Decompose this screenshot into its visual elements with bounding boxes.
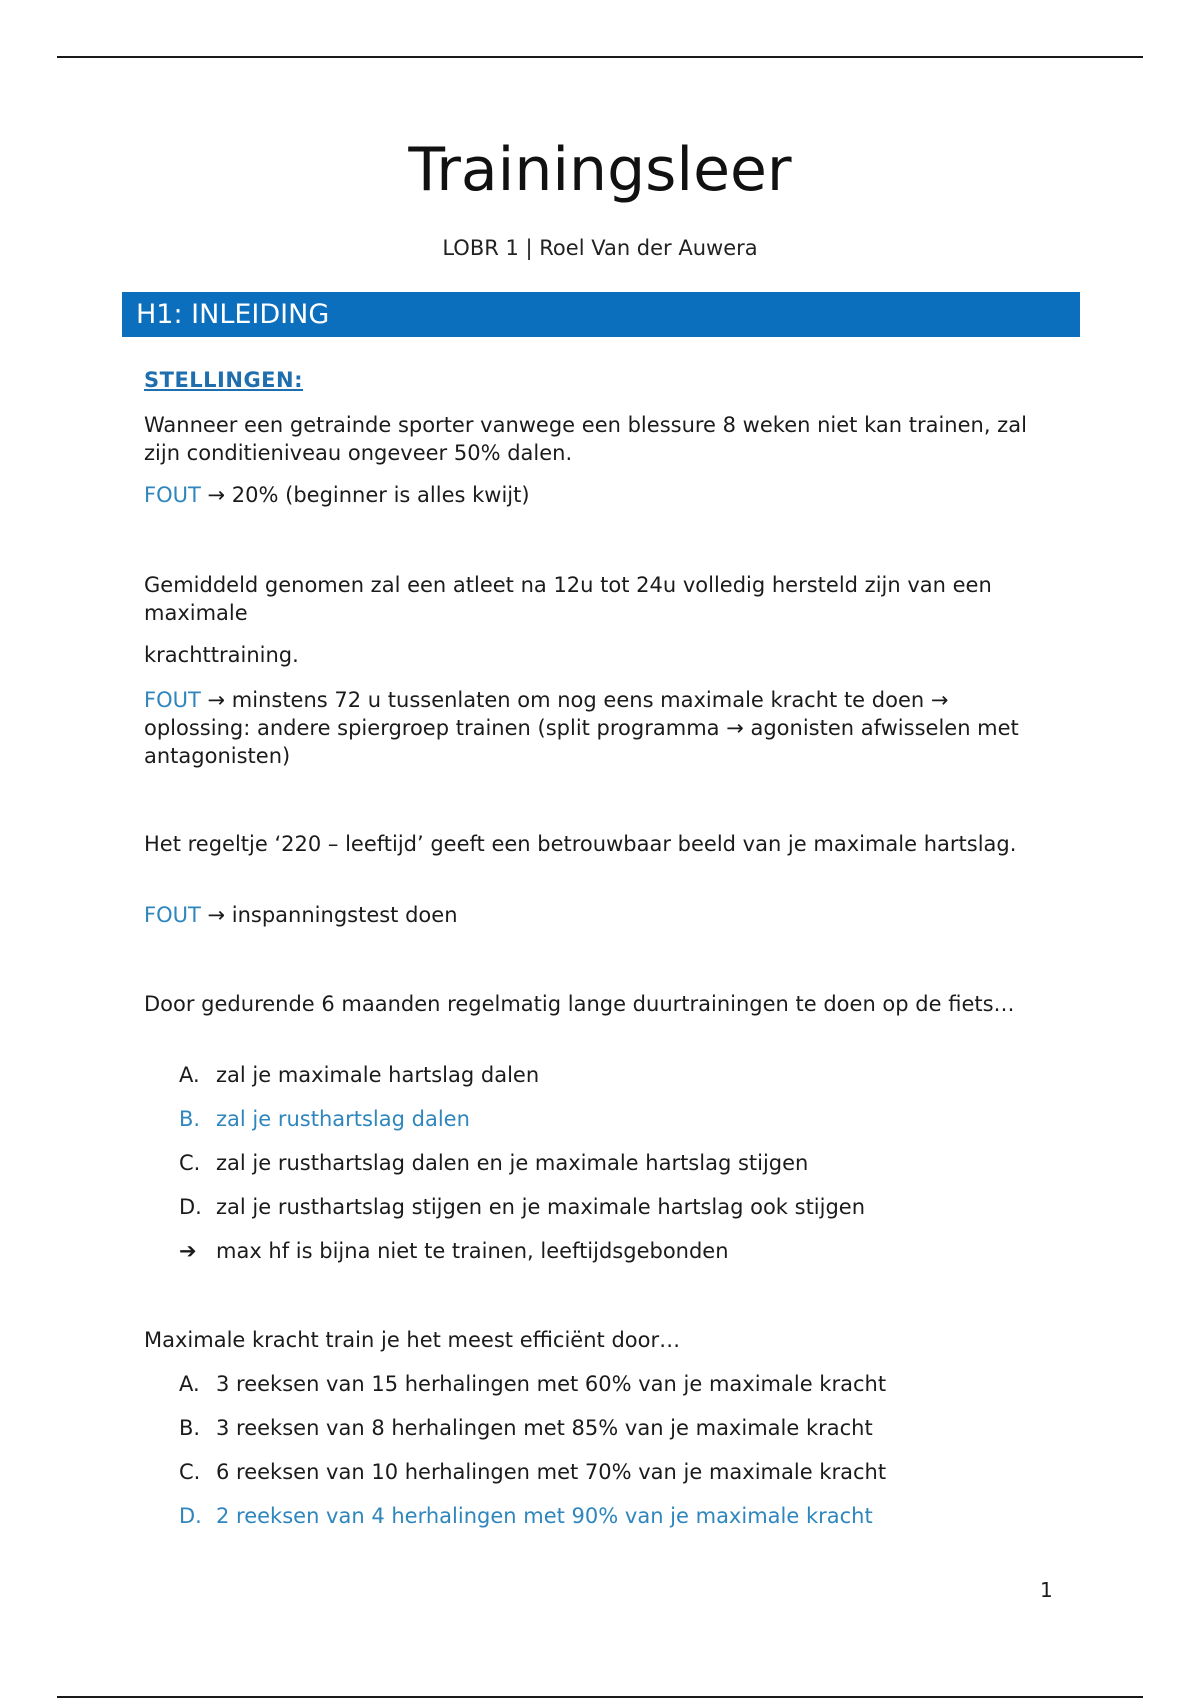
question-1-option-b-correct: [179, 1105, 470, 1133]
answer-1-text: → 20% (beginner is alles kwijt): [207, 483, 530, 507]
option-text: zal je maximale hartslag dalen: [216, 1063, 540, 1087]
option-letter: B.: [179, 1107, 201, 1131]
option-letter: A.: [179, 1372, 200, 1396]
verdict-2: FOUT: [144, 688, 201, 712]
verdict-1: FOUT: [144, 483, 201, 507]
option-text: 2 reeksen van 4 herhalingen met 90% van je maximale kracht: [216, 1504, 873, 1528]
question-2-option-d-correct: [179, 1502, 873, 1530]
top-rule: [57, 56, 1143, 58]
answer-2-text: → minstens 72 u tussenlaten om nog eens maximale kracht te doen → oplossing: andere spiergroep trainen (split programma → agonisten afwisselen met antagonisten): [144, 688, 1019, 768]
question-1-option-a: [179, 1061, 539, 1089]
section-heading-bar: H1: INLEIDING: [122, 292, 1080, 337]
bottom-rule: [57, 1696, 1143, 1698]
question-1-note: [179, 1237, 729, 1265]
option-text: 6 reeksen van 10 herhalingen met 70% van je maximale kracht: [216, 1460, 887, 1484]
page-number: 1: [1040, 1578, 1053, 1602]
question-1-text: Door gedurende 6 maanden regelmatig lange duurtrainingen te doen op de fiets…: [144, 992, 1015, 1016]
option-text: 3 reeksen van 8 herhalingen met 85% van je maximale kracht: [216, 1416, 873, 1440]
option-letter: D.: [179, 1195, 202, 1219]
option-text: 3 reeksen van 15 herhalingen met 60% van je maximale kracht: [216, 1372, 887, 1396]
option-letter: D.: [179, 1504, 202, 1528]
statements-heading: STELLINGEN:: [144, 368, 304, 392]
question-2-option-c: [179, 1458, 886, 1486]
answer-3: [144, 901, 458, 929]
option-text: zal je rusthartslag dalen: [216, 1107, 470, 1131]
question-2-option-b: [179, 1414, 873, 1442]
statement-1: Wanneer een getrainde sporter vanwege een blessure 8 weken niet kan trainen, zal zijn conditieniveau ongeveer 50% dalen.: [144, 413, 1027, 465]
answer-3-text: → inspanningstest doen: [207, 903, 458, 927]
note-text: max hf is bijna niet te trainen, leeftijdsgebonden: [216, 1239, 729, 1263]
document-title: Trainingsleer: [408, 135, 792, 205]
verdict-3: FOUT: [144, 903, 201, 927]
statement-2: Gemiddeld genomen zal een atleet na 12u tot 24u volledig hersteld zijn van een maximale: [144, 573, 992, 625]
option-letter: A.: [179, 1063, 200, 1087]
question-1-option-d: [179, 1193, 865, 1221]
option-text: zal je rusthartslag stijgen en je maximale hartslag ook stijgen: [216, 1195, 866, 1219]
question-1-option-c: [179, 1149, 808, 1177]
statement-3: Het regeltje ‘220 – leeftijd’ geeft een betrouwbaar beeld van je maximale hartslag.: [144, 832, 1017, 856]
question-2-option-a: [179, 1370, 886, 1398]
answer-1: [144, 481, 530, 509]
answer-2: [144, 686, 1044, 770]
arrow-icon: ➔: [179, 1239, 197, 1263]
statement-2-cont: krachttraining.: [144, 643, 299, 667]
document-subtitle: LOBR 1 | Roel Van der Auwera: [442, 236, 758, 260]
option-letter: C.: [179, 1460, 201, 1484]
option-letter: C.: [179, 1151, 201, 1175]
question-2-text: Maximale kracht train je het meest efficiënt door…: [144, 1328, 681, 1352]
option-letter: B.: [179, 1416, 201, 1440]
option-text: zal je rusthartslag dalen en je maximale hartslag stijgen: [216, 1151, 809, 1175]
